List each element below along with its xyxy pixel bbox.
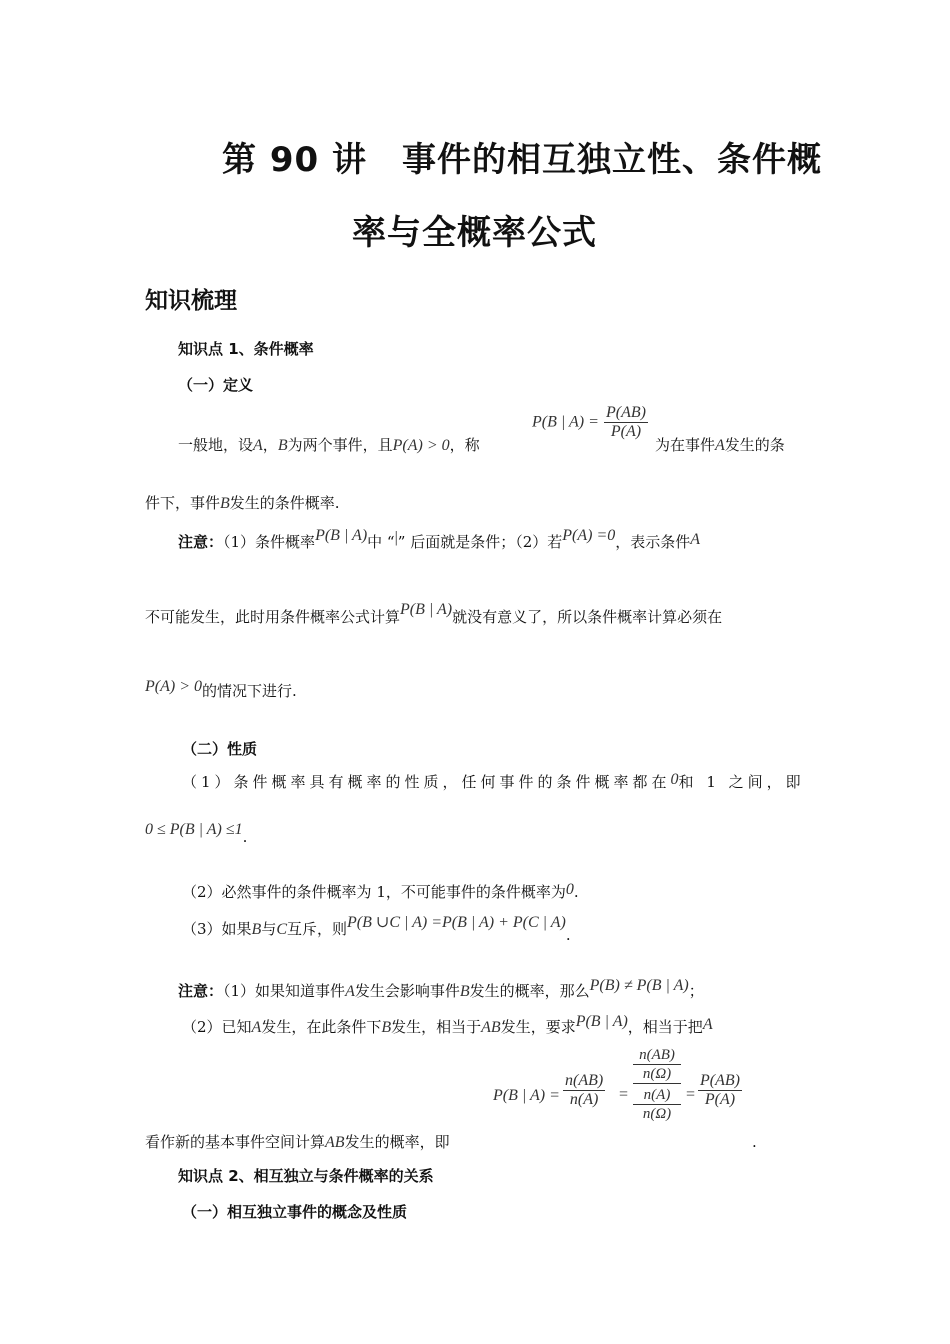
- kp2-heading: 知识点 2、相互独立与条件概率的关系: [178, 1167, 434, 1185]
- page-title-line1: 第 90 讲 事件的相互独立性、条件概: [222, 140, 822, 180]
- kp1-heading: 知识点 1、条件概率: [178, 340, 314, 358]
- formula-fraction: $\frac{P(AB)}{P(A)}$: [605, 404, 646, 440]
- section-heading: 知识梳理: [145, 288, 237, 314]
- kp1-sub1: （一）定义: [178, 376, 254, 394]
- note1-line3: P(A) > 0的情况下进行.: [145, 678, 297, 700]
- property1-line1: （1）条件概率具有概率的性质，任何事件的条件概率都在0和 1 之间，即: [182, 771, 805, 791]
- definition-line1-tail: 为在事件A发生的条: [655, 436, 785, 454]
- note2-line2: （2）已知A发生，在此条件下B发生，相当于AB发生，要求P(B | A)，相当于把A: [182, 1013, 713, 1036]
- property3: （3）如果B与C互斥，则P(B ∪C | A) =P(B | A) + P(C | A).: [182, 914, 571, 944]
- big-formula-eq1: =: [619, 1086, 629, 1103]
- note2-line1: 注意：（1）如果知道事件A发生会影响事件B发生的概率，那么P(B) ≠ P(B | A)；: [178, 977, 704, 1000]
- property2: （2）必然事件的条件概率为 1，不可能事件的条件概率为0.: [182, 881, 579, 901]
- note2-line3: 看作新的基本事件空间计算AB发生的概率，即: [145, 1133, 450, 1151]
- definition-line2: 件下，事件B发生的条件概率.: [145, 494, 340, 512]
- note2-period: .: [752, 1133, 757, 1151]
- big-formula-lhs: P(B | A) =: [493, 1087, 560, 1104]
- definition-line1: 一般地，设A，B为两个事件，且P(A) > 0，称: [178, 436, 480, 454]
- page-title-line2: 率与全概率公式: [352, 213, 597, 253]
- conditional-probability-formula: P(B | A) = $\frac{P(AB)}{P(A)}$: [532, 404, 646, 440]
- note1-line2: 不可能发生，此时用条件概率公式计算P(B | A)就没有意义了，所以条件概率计算必须在: [145, 601, 723, 626]
- big-formula-frac3: $\frac{P(AB)}{P(A)}$: [700, 1072, 740, 1108]
- big-formula-eq2: =: [686, 1086, 696, 1103]
- big-formula-frac1: $\frac{n(AB)}{n(A)}$: [565, 1072, 604, 1108]
- kp1-sub2: （二）性质: [182, 740, 258, 758]
- big-formula-nested-frac: n(AB) n(Ω) n(A) n(Ω): [633, 1046, 681, 1123]
- kp2-sub1: （一）相互独立事件的概念及性质: [182, 1203, 408, 1221]
- property1-line2: 0 ≤ P(B | A) ≤1.: [145, 821, 248, 846]
- note1-line1: 注意：（1）条件概率P(B | A)中 “|” 后面就是条件；（2）若P(A) =0，表示条件A: [178, 527, 701, 551]
